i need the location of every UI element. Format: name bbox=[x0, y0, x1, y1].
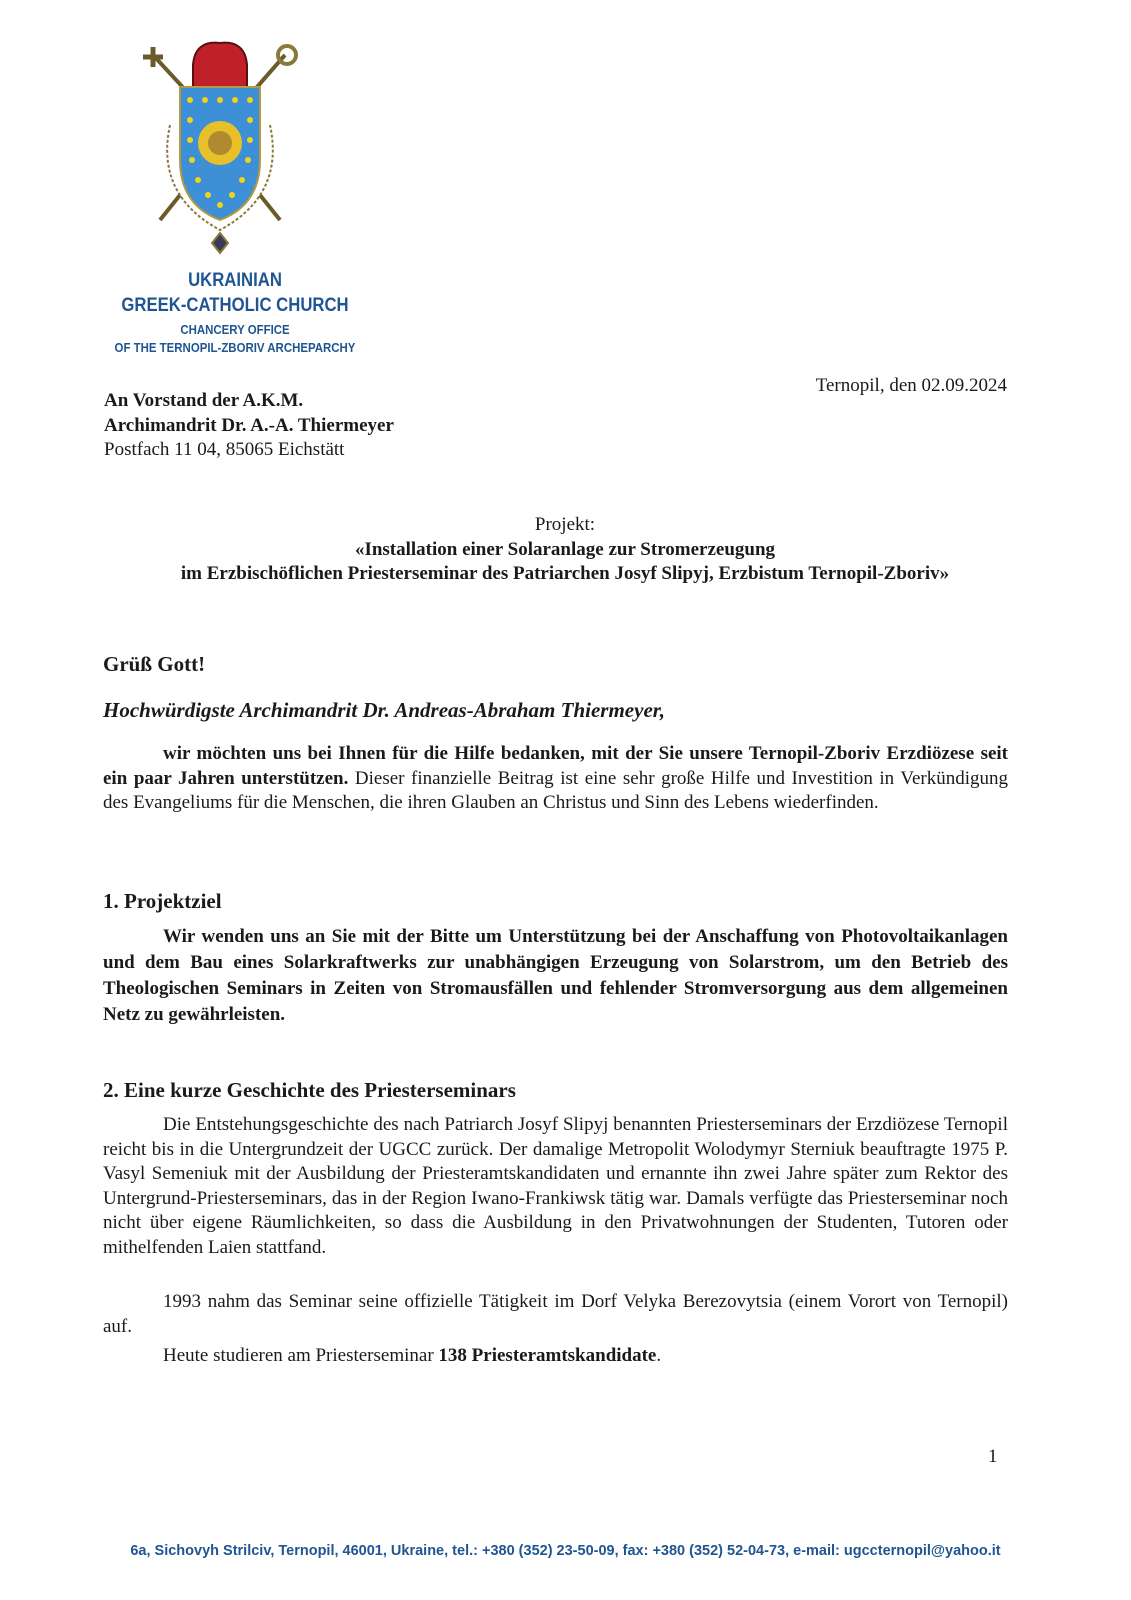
recipient-block bbox=[104, 389, 394, 463]
section2-paragraph3 bbox=[163, 1344, 661, 1369]
coat-of-arms-icon bbox=[135, 35, 305, 260]
section1-heading: 1. Projektziel bbox=[103, 889, 222, 913]
section2-heading: 2. Eine kurze Geschichte des Priesterseminars bbox=[103, 1078, 516, 1102]
footer-contact: 6a, Sichovyh Strilciv, Ternopil, 46001, Ukraine, tel.: +380 (352) 23-50-09, fax: +380 (352) 52-04-73, e-mail: ugccternopil@yahoo.it bbox=[130, 1543, 1001, 1559]
org-name-line4: OF THE TERNOPIL-ZBORIV ARCHEPARCHY bbox=[114, 340, 356, 355]
project-title-line2: im Erzbischöflichen Priesterseminar des Patriarchen Josyf Slipyj, Erzbistum Ternopil-Zboriv» bbox=[180, 563, 950, 584]
section2-paragraph1: Die Entstehungsgeschichte des nach Patriarch Josyf Slipyj benannten Priesterseminars der Erzdiözese Ternopil reicht bis in die Untergrundzeit der UGCC zurück. Der damalige Metropolit Wolodymyr Sterniuk beauftragte 1975 P. Vasyl Semeniuk mit der Ausbildung der Priesteramtskandidaten und ernannte ihn zwei Jahre später zum Rektor des Untergrund-Priesterseminars, das in der Region Iwano-Frankiwsk tätig war. Damals verfügte das Priesterseminar noch nicht über eigene Räumlichkeiten, so dass die Ausbildung in den Privatwohnungen der Studenten, Tutoren oder mithelfenden Laien stattfand. bbox=[103, 1114, 1008, 1258]
project-title-line1: «Installation einer Solaranlage zur Stromerzeugung bbox=[354, 538, 776, 560]
p3-end: . bbox=[656, 1345, 662, 1366]
p3-bold-count: 138 Priesteramtskandidate bbox=[438, 1345, 657, 1366]
intro-paragraph bbox=[103, 742, 1008, 816]
project-label: Projekt: bbox=[534, 514, 596, 535]
org-name-line1: UKRAINIAN bbox=[188, 270, 282, 291]
intro-text: Dieser finanzielle Beitrag ist eine sehr große Hilfe und Investition in Verkündigung des Evangeliums für die Menschen, die ihren Glauben an Christus und Sinn des Lebens wiederfinden. bbox=[103, 767, 1008, 813]
intro-bold-text: wir möchten uns bei Ihnen für die Hilfe bedanken, mit der Sie unsere Ternopil-Zboriv Erzdiözese seit ein paar Jahren unterstützen. bbox=[103, 743, 1008, 789]
org-name-line2: GREEK-CATHOLIC CHURCH bbox=[121, 295, 349, 316]
project-block bbox=[60, 513, 1070, 587]
recipient-line2: Archimandrit Dr. A.-A. Thiermeyer bbox=[104, 414, 394, 436]
page-number: 1 bbox=[988, 1446, 998, 1467]
recipient-line3: Postfach 11 04, 85065 Eichstätt bbox=[104, 439, 345, 460]
recipient-line1: An Vorstand der A.K.M. bbox=[104, 390, 304, 411]
org-name-line3: CHANCERY OFFICE bbox=[180, 322, 290, 337]
greeting: Grüß Gott! bbox=[103, 652, 206, 676]
section2-paragraph2: 1993 nahm das Seminar seine offizielle Tätigkeit im Dorf Velyka Berezovytsia (einem Vorort von Ternopil) auf. bbox=[103, 1291, 1008, 1337]
p3-text: Heute studieren am Priesterseminar bbox=[163, 1345, 439, 1366]
section1-text: Wir wenden uns an Sie mit der Bitte um Unterstützung bei der Anschaffung von Photovoltaikanlagen und dem Bau eines Solarkraftwerks zur unabhängigen Erzeugung von Solarstrom, um den Betrieb des Theologischen Seminars in Zeiten von Stromausfällen und fehlender Stromversorgung aus dem allgemeinen Netz zu gewährleisten. bbox=[103, 926, 1008, 1025]
salutation: Hochwürdigste Archimandrit Dr. Andreas-Abraham Thiermeyer, bbox=[103, 698, 666, 722]
date-line: Ternopil, den 02.09.2024 bbox=[815, 375, 1007, 396]
